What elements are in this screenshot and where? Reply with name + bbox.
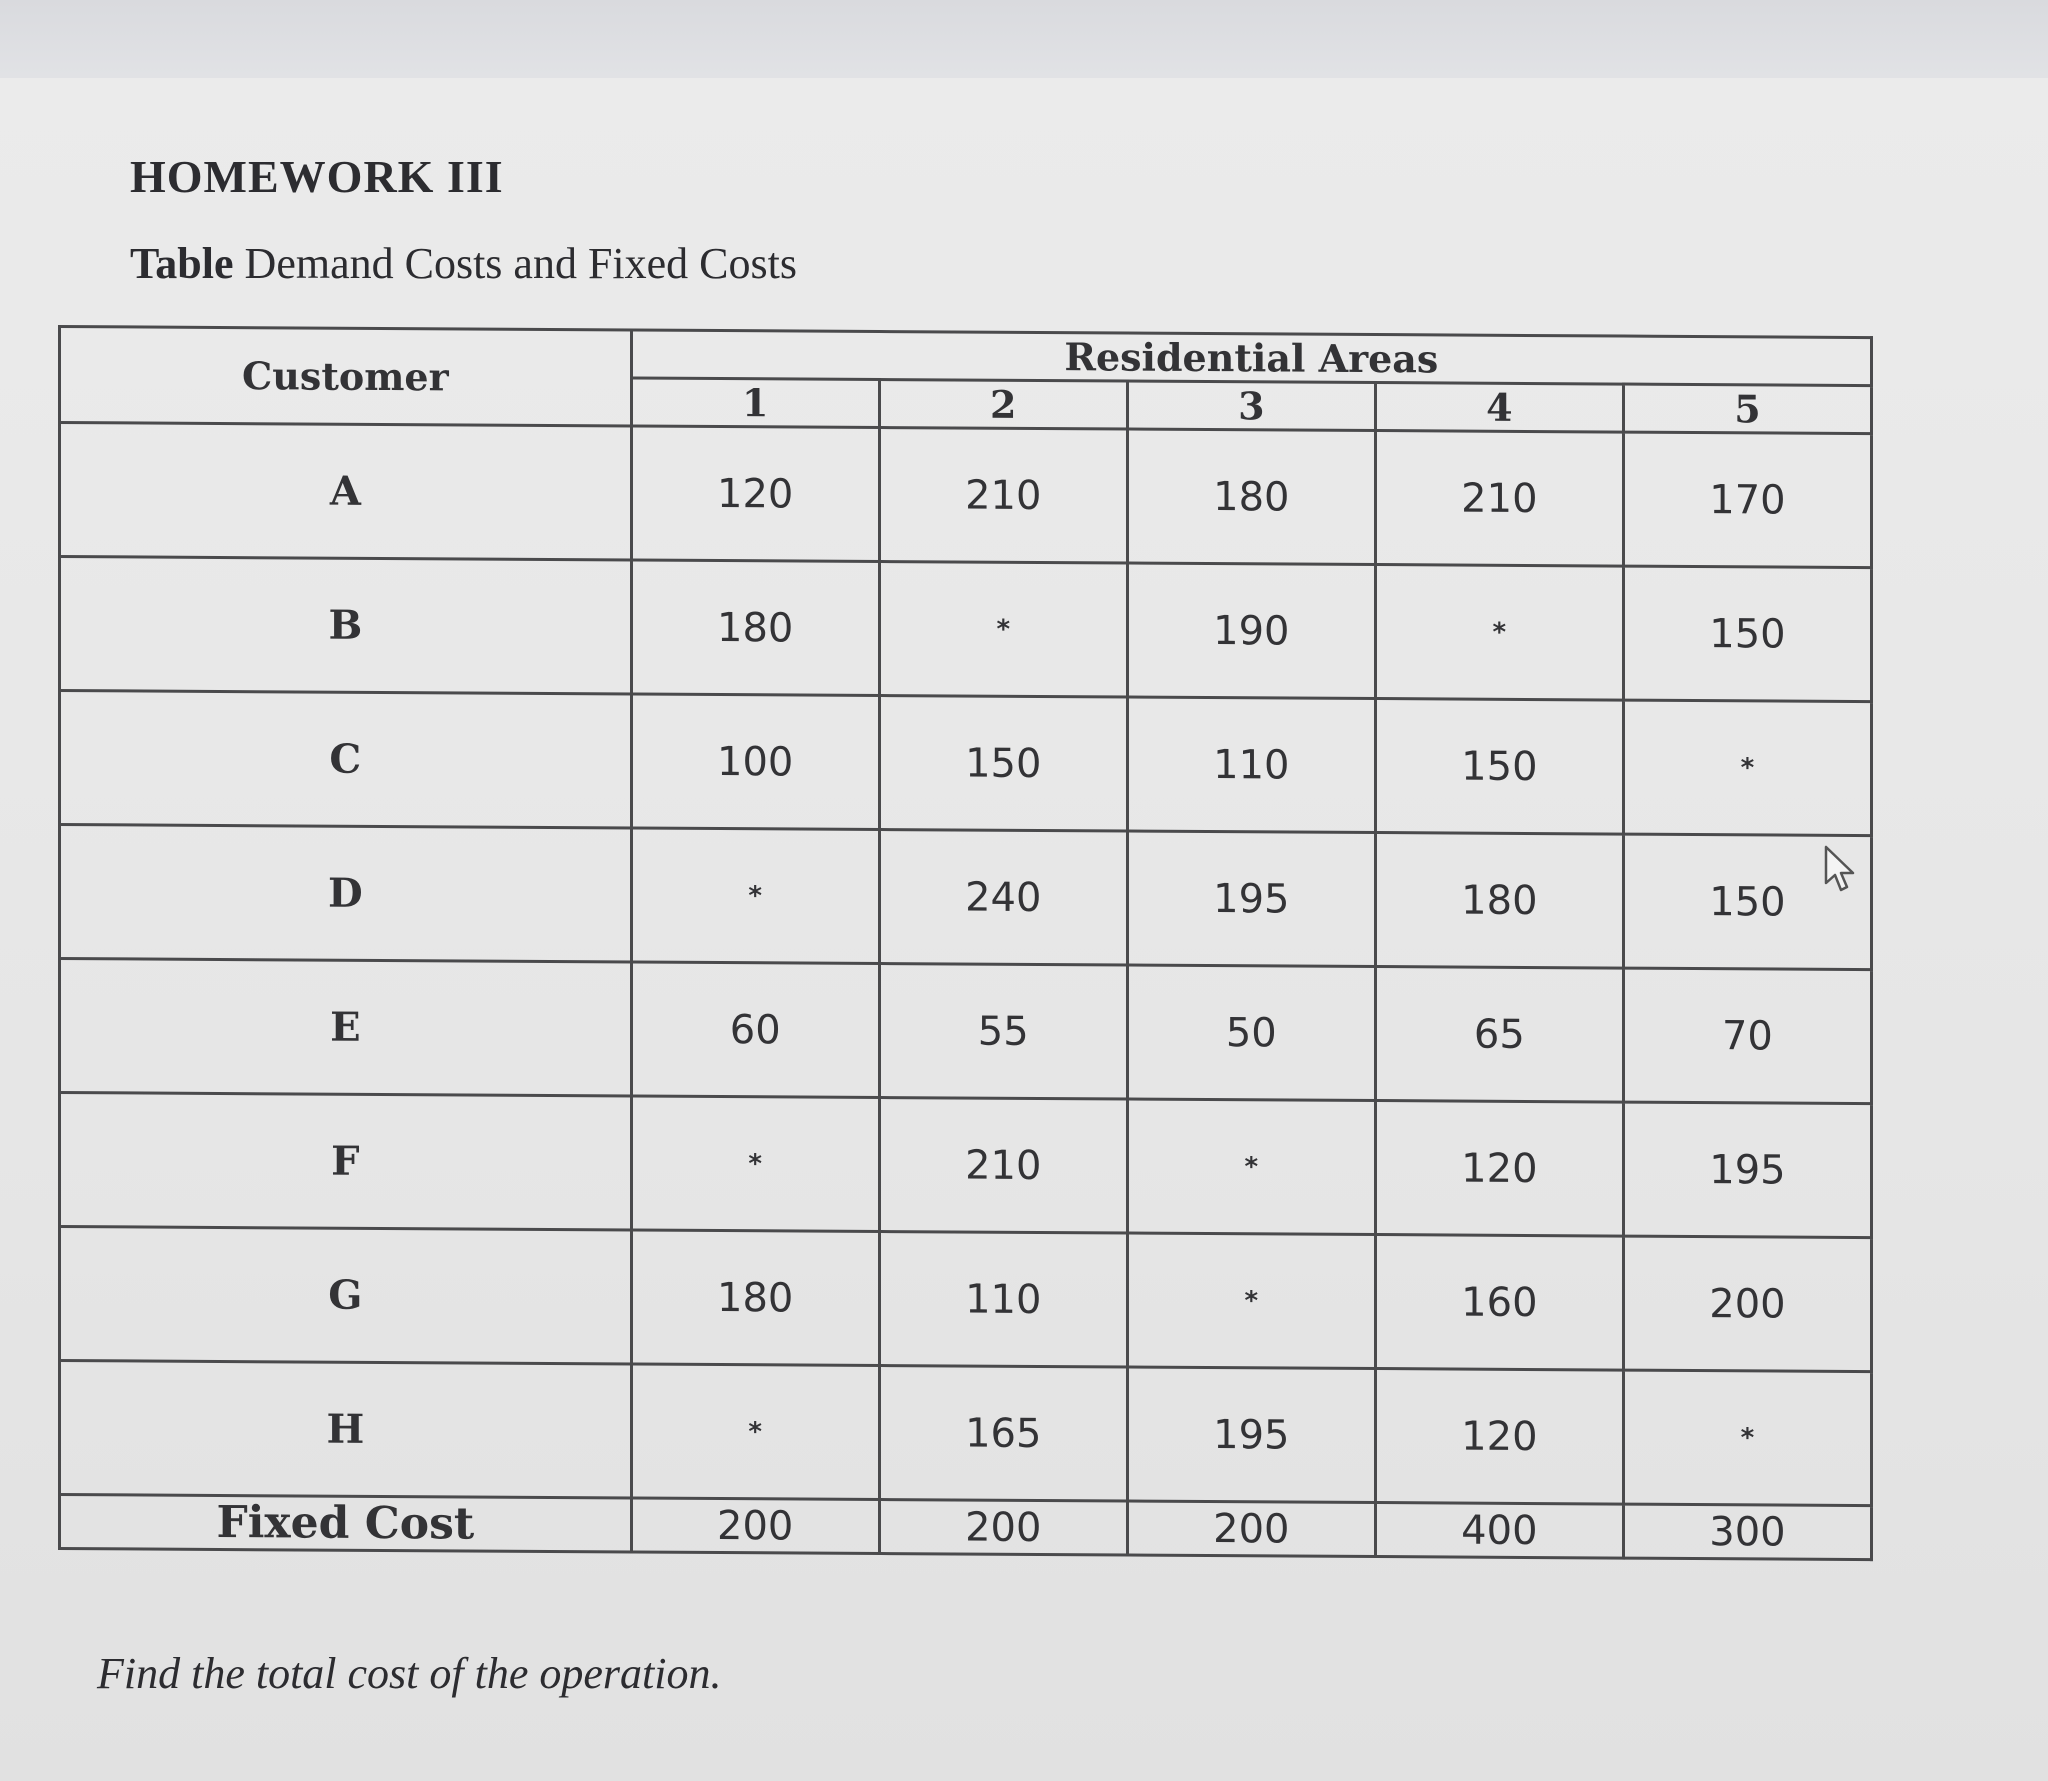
demand-cost-cell: 180: [1375, 833, 1623, 969]
customer-label: G: [60, 1227, 632, 1364]
unavailable-cell: *: [631, 1364, 879, 1500]
demand-cost-cell: 180: [631, 1230, 879, 1366]
table-row: [60, 1227, 1872, 1372]
table-caption: [130, 238, 797, 289]
unavailable-cell: *: [879, 562, 1127, 698]
demand-cost-cell: 120: [631, 426, 879, 562]
table-row: [60, 1093, 1872, 1238]
demand-cost-cell: 200: [1623, 1236, 1871, 1372]
table-caption-lead: Table: [130, 239, 234, 288]
demand-cost-cell: 120: [1375, 1101, 1623, 1237]
demand-cost-cell: 150: [1623, 834, 1871, 970]
unavailable-cell: *: [631, 828, 879, 964]
fixed-cost-cell: 300: [1623, 1504, 1871, 1560]
demand-cost-cell: 210: [879, 1098, 1127, 1234]
demand-cost-cell: 120: [1375, 1369, 1623, 1505]
customer-label: C: [60, 691, 632, 828]
area-header-5: 5: [1623, 384, 1871, 434]
fixed-cost-cell: 200: [631, 1498, 879, 1554]
unavailable-cell: *: [1623, 1370, 1871, 1506]
demand-cost-cell: 180: [631, 560, 879, 696]
demand-cost-cell: 60: [631, 962, 879, 1098]
table-row: [60, 423, 1872, 568]
fixed-cost-label: Fixed Cost: [60, 1495, 632, 1552]
table-body: [60, 423, 1872, 1506]
mouse-pointer-icon: [1822, 845, 1862, 895]
demand-fixed-cost-table: [58, 325, 1873, 1561]
unavailable-cell: *: [1127, 1099, 1375, 1235]
demand-cost-cell: 180: [1127, 429, 1375, 565]
residential-areas-header: Residential Areas: [631, 330, 1871, 386]
demand-cost-cell: 165: [879, 1366, 1127, 1502]
table-row: [60, 825, 1872, 970]
demand-cost-cell: 170: [1623, 432, 1871, 568]
demand-cost-cell: 195: [1623, 1102, 1871, 1238]
fixed-cost-cell: 400: [1375, 1503, 1623, 1559]
table-row: [60, 1361, 1872, 1506]
table-row: [60, 959, 1872, 1104]
demand-cost-cell: 50: [1127, 965, 1375, 1101]
demand-cost-cell: 210: [1375, 431, 1623, 567]
unavailable-cell: *: [631, 1096, 879, 1232]
demand-cost-cell: 160: [1375, 1235, 1623, 1371]
customer-label: E: [60, 959, 632, 1096]
area-header-2: 2: [879, 380, 1127, 430]
table-row: [60, 691, 1872, 836]
customer-label: A: [60, 423, 632, 560]
demand-cost-cell: 150: [879, 696, 1127, 832]
demand-cost-cell: 70: [1623, 968, 1871, 1104]
demand-cost-cell: 150: [1623, 566, 1871, 702]
customer-label: H: [60, 1361, 632, 1498]
demand-cost-cell: 190: [1127, 563, 1375, 699]
demand-cost-cell: 240: [879, 830, 1127, 966]
table-group-header-row: [60, 327, 1872, 386]
demand-cost-cell: 110: [1127, 697, 1375, 833]
demand-cost-cell: 150: [1375, 699, 1623, 835]
unavailable-cell: *: [1623, 700, 1871, 836]
table-row: [60, 557, 1872, 702]
fixed-cost-cell: 200: [879, 1500, 1127, 1556]
demand-cost-cell: 65: [1375, 967, 1623, 1103]
unavailable-cell: *: [1127, 1233, 1375, 1369]
area-header-3: 3: [1127, 381, 1375, 431]
fixed-cost-row: [60, 1495, 1872, 1560]
screen-top-band: [0, 0, 2048, 85]
table-caption-text: Demand Costs and Fixed Costs: [233, 239, 797, 288]
demand-cost-cell: 195: [1127, 831, 1375, 967]
question-text: Find the total cost of the operation.: [97, 1649, 722, 1698]
homework-title: HOMEWORK III: [130, 151, 504, 202]
customer-header: Customer: [60, 327, 632, 426]
area-header-1: 1: [631, 378, 879, 428]
demand-cost-cell: 195: [1127, 1367, 1375, 1503]
unavailable-cell: *: [1375, 565, 1623, 701]
area-header-4: 4: [1375, 383, 1623, 433]
demand-cost-cell: 100: [631, 694, 879, 830]
demand-cost-cell: 210: [879, 428, 1127, 564]
fixed-cost-cell: 200: [1127, 1501, 1375, 1557]
demand-cost-cell: 110: [879, 1232, 1127, 1368]
customer-label: B: [60, 557, 632, 694]
customer-label: D: [60, 825, 632, 962]
customer-label: F: [60, 1093, 632, 1230]
demand-cost-cell: 55: [879, 964, 1127, 1100]
